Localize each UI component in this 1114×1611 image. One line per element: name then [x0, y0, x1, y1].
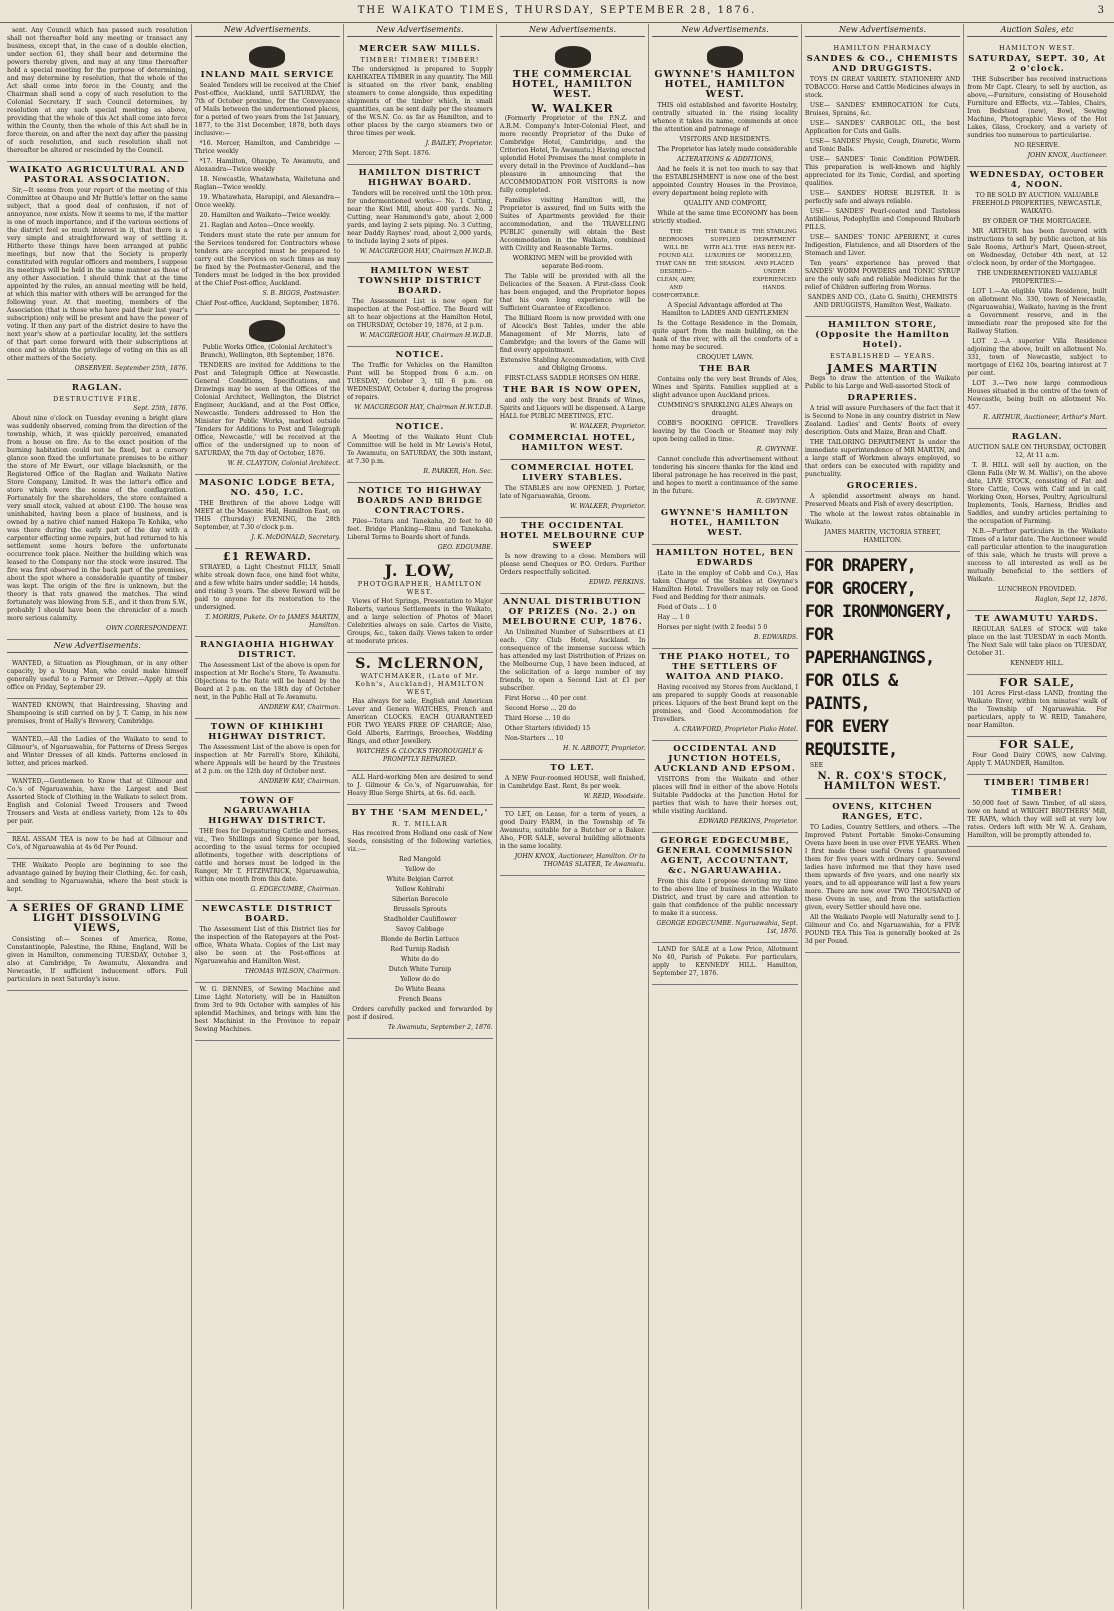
land-sale-text: LAND for SALE at a Low Price, Allotment No 40, Parish of Pukete. For particulars, apply to KENNEDY HILL. Hamilton, September 27, 1876. [652, 946, 798, 977]
occidental-junction-heading: OCCIDENTAL AND JUNCTION HOTELS, AUCKLAND AND EPSOM. [654, 744, 796, 774]
for-sale-text-2: Four Good Dairy COWS, now Calving. Apply T. MAUNDER, Hamilton. [967, 752, 1107, 767]
for-oils-paints: FOR OILS & PAINTS, [804, 671, 898, 714]
hamilton-west-text: The Assessment List is now open for inspection at the Post-office. The Board will sit to hear objections at the Hamilton Hotel, on THURSDAY, October 19, 1876, at 2 p.m. [347, 298, 493, 329]
cobb-text: COBB'S BOOKING OFFICE. Travellers leaving by the Coach or Steamer may rely upon being called in time. [652, 420, 798, 443]
lease-signature: JOHN KNOX, Auctioneer, Hamilton. Or to THOMAS SLATER, Te Awamutu. [514, 853, 646, 868]
for-drapery: FOR DRAPERY, [804, 556, 916, 576]
sandes-heading: SANDES & CO., CHEMISTS AND DRUGGISTS. [806, 54, 959, 74]
occidental-sweep-signature: EDWD. PERKINS. [589, 579, 646, 586]
edwards-text: (Late in the employ of Cobb and Co.), Has taken Charge of the Stables at Gwynne's Hamilton Hotel. Travellers may rely on Good Feed and Bedding for their animals. [652, 570, 798, 601]
bridge-notice-text: Piles—Totara and Tanekaha, 20 feet to 40 feet. Bridge Planking—Rimu and Tanekaha. Liberal Terms to Boards short of funds. [347, 518, 493, 541]
gwynnes-text-3: And he feels it is not too much to say that the ESTABLISHMENT is now one of the best appointed Country Houses in the Province, every department being replete with [652, 166, 798, 197]
luncheon-label: LUNCHEON PROVIDED. [997, 586, 1077, 593]
mclernon-text: Has always for sale, English and American Lever and Genera WATCHES, French and American CLOCKS. EACH GUARANTEED FOR TWO YEARS FREE OF CHARGE; Also, Gold Alberts, Earrings, Brooches, Wedding Rings, and other Jewellery. [347, 698, 493, 745]
letter-text: Sir,—It seems from your report of the meeting of this Committee at Ohaupo and Mr Buttle's letter on the same subject, that a good deal of confusion, if not of annoyance, now exists. Now it seems to me, if the matter is one of much importance, and if the various sections of the district feel so much interest in it, that there is a very simple and straightforward way of settling it. Hitherto these things have been arranged at public meetings, but now that the Society is properly constituted with regular officers and members, I suppose its meetings will be held in the same manner as those of any other Association. I should think that at the time appointed by the rules, an annual meeting will be held, at which this matter with others will be arranged for the following year. At that meeting, members of the Association (that is those who have paid their last year's subscription) only will be present and have the power of voting. If then any part of the district desire to have the next year's show at a particular locality, let the settlers of that part come forward with their subscriptions at once and so obtain the privilege of voting on this as all other matters of the Society. [7, 187, 188, 362]
millar-date: Te Awamutu, September 2, 1876. [388, 1024, 493, 1031]
ad-waikato-people: THE Waikato People are beginning to see the advantage gained by buying their Clothing, &c. for cash, and sending to Ngaruawahia, where the best stock is kept. [7, 862, 188, 893]
use-5: USE— SANDES' HORSE BLISTER. It is perfectly safe and always reliable. [804, 190, 961, 205]
mail-route-4: 19. Whatawhata, Harapipi, and Alexandra—Once weekly. [194, 194, 341, 209]
billiard-text: The Billiard Room is now provided with one of Alcock's Best Tables, under the able Management of Mr Morris, late of Cambridge; and the lovers of the Game will find every appointment. [499, 315, 646, 354]
series-text: Consisting of:— Scenes of America, Rome, Constantinople, Palestine, the Rhine, England, Will be given in Hamilton, commencing TUESDAY, October 3, also at Cambridge, Te Awamutu, Alexandra and Newcastle, If sufficient inducement offers. Full particulars in next Saturday's issue. [7, 936, 188, 983]
column-3 [344, 24, 497, 1609]
column-3-heading: New Advertisements. [347, 24, 493, 37]
occidental-junction-text: VISITORS from the Waikato and other places will find in either of the above Hotels Suitable Paddocks at the Junction Hotel for parties that wish to have their horses out, while visiting Auckland. [652, 776, 798, 815]
cox-stock-heading: N. R. COX'S STOCK, HAMILTON WEST. [817, 771, 948, 792]
low-subheading: PHOTOGRAPHER, HAMILTON WEST. [357, 580, 483, 596]
letter-signature: OBSERVER. September 25th, 1876. [74, 365, 188, 372]
gwynne-thanks: Cannot conclude this advertisement without tendering his sincere thanks for the kind and liberal patronage he has received in the past, and hopes to merit a continuance of the same in the future. [652, 456, 798, 495]
mail-service-signature: S. B. BIGGS, Postmaster. [262, 290, 341, 297]
lot-3: LOT 3.—Two new large commodious Houses situated in the centre of the town of Newcastle, being built on allotment No. 457. [967, 380, 1107, 411]
use-2: USE— SANDES' CARBOLIC OIL, the best Application for Cuts and Galls. [804, 120, 961, 135]
commercial-hotel-heading: THE COMMERCIAL HOTEL, HAMILTON WEST. [511, 69, 634, 100]
feed-3: Horses per night (with 2 feeds) 5 0 [657, 624, 768, 631]
raglan-auction-place: Raglan, Sept 12, 1876. [1035, 596, 1107, 603]
gwynnes-alterations: ALTERATIONS & ADDITIONS, [677, 156, 774, 163]
millar-tail: Orders carefully packed and forwarded by post if desired. [347, 1006, 493, 1021]
pharmacy-heading: HAMILTON PHARMACY [833, 44, 932, 52]
james-martin-signature: JAMES MARTIN, VICTORIA STREET, HAMILTON. [824, 529, 941, 544]
ngaruawahia-signature: G. EDGECUMBE, Chairman. [250, 886, 341, 893]
mail-route-6: 21. Raglan and Aotea—Once weekly. [199, 222, 315, 229]
column-4-heading: New Advertisements. [500, 24, 646, 37]
ad-wanted-ladies: WANTED,—All the Ladies of the Waikato to send to Gilmour's, of Ngaruawahia, for Patterns of Dress Serges and Winter Dresses of all kinds. Patterns enclosed in letter, and prices marked. [7, 736, 188, 767]
ovens-heading: OVENS, KITCHEN RANGES, ETC. [832, 802, 933, 822]
mail-route-5: 20. Hamilton and Waikato—Twice weekly. [199, 212, 331, 219]
gwynnes-heading: GWYNNE'S HAMILTON HOTEL, HAMILTON WEST. [654, 69, 796, 100]
use-3: USE— SANDES' Physic, Cough, Diuretic, Worm and Tonic Balls. [804, 138, 961, 153]
edgecumbe-heading: GEORGE EDGECUMBE, GENERAL COMMISSION AGENT, ACCOUNTANT, &c. NGARUAWAHIA. [656, 836, 794, 876]
piako-text: Having received my Stores from Auckland, I am prepared to supply Goods at reasonable prices. Liquors of the best Brand kept on the premises, and Good Accommodation for Travellers. [652, 684, 798, 723]
annual-distribution-text: An Unlimited Number of Subscribers at £1 each. City Club Hotel, Auckland. In consequence of the immense success which has attended my last Distribution of Prizes on the Melbourne Cup, I have been induced, at the solicitation of a large number of my friends, to open a Second List at £1 per subscriber. [499, 629, 646, 692]
newcastle-signature: THOMAS WILSON, Chairman. [244, 968, 341, 975]
for-sale-text-1: 101 Acres First-class LAND, fronting the Waikato River, within ten minutes' walk of the Township of Ngaruawahia. For particulars, apply to W. REID, Tamahere, near Hamilton. [967, 690, 1107, 729]
edwards-heading: HAMILTON HOTEL, BEN EDWARDS [655, 548, 795, 568]
hamilton-store-established: ESTABLISHED — YEARS. [829, 352, 936, 360]
prize-1: First Horse ... 40 per cent [504, 695, 587, 702]
ad-wanted-known: WANTED KNOWN, that Hairdressing, Shaving and Shampooing is still carried on by J. T. Camp, in his new premises, front of Hally's Brewery, Cambridge. [7, 702, 188, 725]
sandes-text: TOYS IN GREAT VARIETY. STATIONERY AND TOBACCO. Horse and Cattle Medicines always in stock. [804, 76, 961, 99]
raglan-auction-text-2: N.B.—Further particulars in the Waikato Times of a later date. The Auctioneer would call particular attention to the inauguration of this sale, which he trusts will prove a success to all interested as well as be mutually beneficial to the settlers of Waikato. [967, 528, 1107, 583]
newcastle-heading: NEWCASTLE DISTRICT BOARD. [201, 904, 333, 924]
millar-heading: BY THE 'SAM MENDEL,' [351, 808, 489, 818]
column-7 [964, 24, 1110, 1609]
seed-2: Yellow do [405, 866, 435, 873]
bar-text: Contains only the very best Brands of Ales, Wines and Spirits. Families supplied at a slight advance upon Auckland prices. [652, 376, 798, 399]
hamilton-west-signature: W. MACGREGOR HAY, Chairman H.W.D.B. [359, 332, 493, 339]
newcastle-text: The Assessment List of this District lies for the inspection of the Ratepayers at the Post-office, Whata Whata. Copies of the List may also be seen at the Post-offices at Ngaruawahia and Hamilton West. [194, 926, 341, 965]
mail-service-heading: INLAND MAIL SERVICE [200, 70, 335, 80]
works-signature: W. H. CLAYTON, Colonial Architect. [227, 460, 341, 467]
lodge-signature: J. K. McDONALD, Secretary. [251, 534, 341, 541]
for-sale-heading-2: FOR SALE, [999, 738, 1075, 751]
hamilton-store-heading: HAMILTON STORE, (Opposite the Hamilton Hotel). [815, 320, 950, 350]
bar-open-signature: W. WALKER, Proprietor. [569, 423, 646, 430]
ad-wanted-situation: WANTED, a Situation as Ploughman, or in any other capacity, by a Young Man, who could make himself generally useful to a Farmer or Driver.—Apply at this office on Friday, September 29. [7, 660, 188, 691]
no-reserve-label: NO RESERVE. [1014, 142, 1060, 149]
page-number: 3 [1097, 5, 1106, 16]
edgecumbe-signature: GEORGE EDGECUMBE. Ngaruawahia, Sept. 1st, 1876. [656, 920, 798, 935]
gwynnes-visitors: VISITORS AND RESIDENTS. [679, 136, 771, 143]
for-ironmongery: FOR IRONMONGERY, [804, 602, 953, 622]
punt-notice-heading: NOTICE. [395, 350, 445, 360]
column-7-heading: Auction Sales, etc [967, 24, 1107, 37]
seed-5: Siberian Borecole [391, 896, 449, 903]
gwynnes-heading-2: GWYNNE'S HAMILTON HOTEL, HAMILTON WEST. [660, 508, 790, 538]
gwynnes-quality: QUALITY AND COMFORT, [683, 200, 767, 207]
letter-heading: WAIKATO AGRICULTURAL AND PASTORAL ASSOCIATION. [9, 165, 186, 185]
rangiaohia-signature: ANDREW KAY, Chairman. [259, 704, 341, 711]
walker-text-2: Families visiting Hamilton will, the Proprietor is assured, find on Suits with the Suites of Apartments provided for their accommodation, and the TRAVELLING PUBLIC generally will obtain the Best Accommodation in the Waikato, combined with Civility and Reasonable Terms. [499, 197, 646, 252]
column-2-heading: New Advertisements. [195, 24, 341, 37]
hunt-notice-signature: R. PARKER, Hon. Sec. [423, 468, 493, 475]
ladies-text: Is the Cottage Residence in the Domain, quite apart from the main building, on the bank of the river, with all the comforts of a home may be secured. [652, 320, 798, 351]
column-2 [192, 24, 345, 1609]
seed-12: Dutch White Turnip [388, 966, 452, 973]
stabling-text: Extensive Stabling Accommodation, with Civil and Obliging Grooms. [500, 357, 645, 372]
ad-wanted-gentlemen: WANTED,—Gentlemen to Know that at Gilmour and Co.'s of Ngaruawahia, have the Largest and Best Assorted Stock of Clothing in the Waikato to select from. English and Colonial Tweed Trousers and Tweed Trousers and Vests at endless variety, from 12s to 40s per pair. [7, 778, 188, 825]
working-men-text: WORKING MEN will be provided with separate Bed-room. [512, 255, 633, 270]
works-heading: Public Works Office, (Colonial Architect's Branch), Wellington, 8th September, 1876. [200, 344, 335, 359]
seed-6: Brussels Sprouts [393, 906, 447, 913]
ngaruawahia-heading: TOWN OF NGARUAWAHIA HIGHWAY DISTRICT. [208, 796, 327, 826]
use-7: USE— SANDES' TONIC APERIENT, it cures Indigestion, Flatulence, and all Disorders of the Stomach and Liver. [804, 234, 961, 257]
feature-table: THE TABLE IS SUPPLIED WITH ALL THE LUXURIES OF THE SEASON. [703, 229, 748, 267]
to-let-text: A NEW Four-roomed HOUSE, well finished, in Cambridge East. Rent, 8s per week. [499, 775, 646, 790]
bar-heading: THE BAR [699, 364, 751, 374]
reward-signature: T. MORRIS, Pukete. Or to JAMES MARTIN, Hamilton. [205, 614, 341, 629]
gwynnes-text: THIS old established and favorite Hostelry, centrally situated in the rising locality whence it takes its name, commends at once the attention and patronage of [652, 102, 798, 133]
ladies-heading: A Special Advantage afforded at The Hamilton to LADIES AND GENTLEMEN [661, 302, 789, 317]
annual-distribution-signature: H. N. ABBOTT, Proprietor. [563, 745, 646, 752]
works-text: TENDERS are invited for Additions to the Post and Telegraph Office at Newcastle. General Conditions, Specifications, and Drawings may be seen at the Offices of the Colonial Architect, Wellington, the District Engineer, Auckland, and at the Post Office, Newcastle. Tenders addressed to Hon the Minister for Public Works, marked outside 'Tenders for Additions to Post and Telegraph Office, Newcastle,' will be received at the office of the undersigned up to noon of SATURDAY, the 7th day of October, 1876. [194, 362, 341, 457]
seed-1: Red Mangold [398, 856, 441, 863]
feature-stabling: THE STABLING DEPARTMENT HAS BEEN RE-MODELLED, AND PLACED UNDER EXPERIENCED HANDS. [752, 229, 797, 291]
sale-location: HAMILTON WEST. [999, 44, 1076, 52]
mercer-text: The undersigned is prepared to Supply KAHIKATEA TIMBER in any quantity. The Mill is situated on the river bank, enabling steamers to come alongside, thus expediting shipments of the timber which, in small quantities, can be sent daily per the steamers of the W.S.N. Co. as far as Hamilton, and to other places by the cargo steamers two or three times per week. [347, 66, 493, 137]
lodge-text: THE Brethren of the above Lodge will MEET at the Masonic Hall, Hamilton East, on THIS (Thursday) EVENING, the 28th September, at 7.30 o'clock p.m. [194, 500, 341, 531]
hotel-crest-icon [707, 46, 743, 68]
see-label: SEE [809, 762, 824, 769]
occidental-junction-signature: EDWARD PERKINS, Proprietor. [698, 818, 798, 825]
kihikihi-heading: TOWN OF KIHIKIHI HIGHWAY DISTRICT. [208, 722, 327, 742]
seed-15: French Beans [398, 996, 442, 1003]
james-martin-text-3: The whole at the lowest rates obtainable in Waikato. [804, 511, 961, 526]
edwards-signature: B. EDWARDS. [753, 634, 798, 641]
mclernon-heading: S. McLERNON, [355, 656, 485, 672]
punt-notice-signature: W. MACGREGOR HAY, Chairman H.W.T.D.B. [354, 404, 493, 411]
lease-text: TO LET, on Lease, for a term of years, a good Dairy FARM, in the Township of Te Awamutu, suitable for a Butcher or a Baker. Also, FOR SALE, several building allotments in the same locality. [499, 811, 646, 850]
ad-assam-tea: REAL ASSAM TEA is now to be had at Gilmour and Co's, of Ngaruawahia at 4s 6d Per Pound. [7, 836, 188, 851]
livery-signature: W. WALKER, Proprietor. [569, 503, 646, 510]
seed-14: Do White Beans [394, 986, 446, 993]
hamilton-west-heading: HAMILTON WEST TOWNSHIP DISTRICT BOARD. [358, 266, 482, 296]
millar-subheading: R. T. MILLAR [391, 820, 448, 828]
raglan-signature: OWN CORRESPONDENT. [106, 625, 188, 632]
arthur-text: MR ARTHUR has been favoured with instructions to sell by public auction, at his Sale Rooms, Arthur's Mart, Queen-street, on Wednesday, October 4th next, at 12 o'clock noon, by order of the Mortgagee. [967, 228, 1107, 267]
prize-3: Third Horse ... 10 do [504, 715, 570, 722]
dennes-text: W. G. DENNES, of Sewing Machine and Lime Light Notoriety, will be in Hamilton from 3rd to 9th October with samples of his splendid Machines, and brings with him the best Machinist in the Province to repair Sewing Machines. [194, 986, 341, 1033]
mclernon-repairs: WATCHES & CLOCKS THOROUGHLY & PROMPTLY REPAIRED. [356, 748, 484, 763]
table-text: The Table will be provided with all the Delicacies of the Season. A First-class Cook has been engaged, and the Proprietor hopes that his own long experience will be Sufficient Guarantee of Excellence. [499, 273, 646, 312]
mail-route-3: 18. Newcastle, Whatawhata, Waitetuna and Raglan—Twice weekly. [194, 176, 341, 191]
prize-4: Other Starters (divided) 15 [504, 725, 591, 732]
raglan-report: About nine o'clock on Tuesday evening a bright glare was suddenly observed, coming from the direction of the township, which, it was quickly perceived, emanated from a house on fire. As to the exact position of the burning habitation could not be fixed, but a cursory glance soon fixed the unfortunate premises to be either the store of Mr Ewart, our village blacksmith, or the Registered Office of the Raglan and Waikato Native Store Company, Limited. It was the latter's office and store which were the scene of the conflagration. Fortunately for the shareholders, the store contained a very small stock, valued at about £100. The house was uninhabited, having been a place of business, and is owned by a native chief named Hakopa Te Kohika, who was there during the early part of the day with a carpenter effecting some repairs, but had returned to his settlement some hours before the unfortunate occurrence took place. Neither the building which was leased to the Company nor the stock were insured. The fire was first observed in the back part of the premises, about the spot where a considerable quantity of timber was kept. The origin of the fire is unknown, but the theory is that rats gnawed the matches. The wind fortunately was blowing from S.E., and it then from S.W., probably I should have been the chronicler of a much more serious calamity. [7, 415, 188, 622]
hunt-notice-heading: NOTICE. [395, 422, 445, 432]
gwynne-signature-2: R. GWYNNE. [756, 498, 798, 505]
livery-heading: COMMERCIAL HOTEL LIVERY STABLES. [511, 463, 635, 483]
for-sale-heading-1: FOR SALE, [999, 676, 1075, 689]
gwynnes-text-2: The Proprietor has lately made considerable [657, 146, 798, 153]
column-4 [497, 24, 650, 1609]
lodge-heading: MASONIC LODGE BETA, NO. 450, I.C. [199, 478, 336, 498]
mail-route-2: *17. Hamilton, Ohaupo, Te Awamutu, and Alexandra—Twice weekly [194, 158, 341, 173]
new-ads-heading: New Advertisements. [7, 640, 188, 653]
sandes-signature: SANDES AND CO., (Late G. Smith), CHEMISTS AND DRUGGISTS, Hamilton West, Waikato. [807, 294, 958, 309]
bar-open-heading: THE BAR IS NOW OPEN, [503, 385, 642, 395]
use-4: USE— SANDES' Tonic Condition POWDER. This preparation is well-known and highly appreciated for its Tonic, Cordial, and sporting qualities. [804, 156, 961, 187]
mclernon-subheading: WATCHMAKER, (Late of Mr. Kohn's, Auckland), HAMILTON WEST, [355, 672, 485, 696]
low-text: Views of Hot Springs, Presentation to Major Roberts, various Settlements in the Waikato, and a large selection of Photos of Maori Celebrities always on sale. Cartes de Visite, Groups, &c., taken daily. Views taken to order at moderate prices. [347, 598, 493, 645]
ovens-text: TO Ladies, Country Settlers, and others. —The Improved Patent Portable Smoke-Consuming Ovens have been in use over FIVE YEARS. When I first made these useful Ovens I guaranteed them for five years with ordinary care. Several ladies have informed me that they have used them upwards of five years, and one nearly six years, and to all appearance will last a few years more. There are now over TWO THOUSAND of these Ovens in use, and from the satisfaction given, every Settler should have one. [804, 824, 961, 911]
groceries-text: A splendid assortment always on hand. Preserved Meats and Fish of every description. [804, 493, 961, 508]
arthur-signature: R. ARTHUR, Auctioneer, Arthur's Mart. [983, 414, 1107, 421]
occidental-sweep-text: Is now drawing to a close. Members will please send Cheques or P.O. Orders. Further Orders respectfully solicited. [499, 553, 646, 576]
mortgagee-label: BY ORDER OF THE MORTGAGEE. [982, 218, 1092, 225]
punt-notice-text: The Traffic for Vehicles on the Hamilton Punt will be Stopped from 6 a.m. on TUESDAY, October 3, till 6 p.m. on WEDNESDAY, October 4, during the progress of repairs. [347, 362, 493, 401]
feed-2: Hay ... 1 0 [657, 614, 690, 621]
seed-11: White do do [401, 956, 439, 963]
james-martin-text-2: A trial will assure Purchasers of the fact that it is Second to None in any country district in New Zealand. Ladies' and Gents' Boots of every description. Oats and Maize, Bran and Chaff. [804, 405, 961, 436]
rangiaohia-text: The Assessment List of the above is open for inspection at Mr Roche's Store, Te Awamutu. Objections to the Rate will be heard by the Board at 2 p.m. on the 18th day of October next, in the Public Hall at Te Awamutu. [194, 662, 341, 701]
reward-heading: £1 REWARD. [222, 550, 312, 563]
seed-7: Stadholder Cauliflower [383, 916, 457, 923]
piako-heading: THE PIAKO HOTEL, TO THE SETTLERS OF WAITOA AND PIAKO. [659, 652, 791, 682]
prize-2: Second Horse ... 20 do [504, 705, 577, 712]
royal-crest-icon [249, 46, 285, 68]
for-paperhangings: FOR PAPERHANGINGS, [804, 625, 935, 668]
raglan-date: Sept. 25th, 1876. [133, 405, 188, 412]
draperies-heading: DRAPERIES. [847, 393, 918, 403]
seed-10: Red Turnip Radish [390, 946, 450, 953]
kennedy-hill-signature: KENNEDY HILL. [1010, 660, 1064, 667]
raglan-auction-date: AUCTION SALE ON THURSDAY, OCTOBER 12, At 11 a.m. [968, 444, 1107, 459]
bridge-notice-signature: GEO. EDGUMBE. [437, 544, 493, 551]
hotel-emblem-icon [555, 46, 591, 68]
sandes-text-2: Ten years' experience has proved that SANDES' WORM POWDERS and TONIC SYRUP are the only safe and reliable Medicines for the relief of Children suffering from Worms. [804, 260, 961, 291]
knox-signature: JOHN KNOX, Auctioneer. [1027, 152, 1107, 159]
column-6-heading: New Advertisements. [805, 24, 960, 37]
hamilton-district-signature: W. MACGREGOR HAY, Chairman H.W.D.B. [359, 248, 493, 255]
millar-text: Has received from Holland one cask of New Seeds, consisting of the following varieties, viz.:— [347, 830, 493, 853]
saddle-text: FIRST-CLASS SADDLE HORSES ON HIRE. [504, 375, 641, 382]
to-let-signature: W. REID, Woodside. [583, 793, 646, 800]
lot-1: LOT 1.—An eligible Villa Residence, built on allotment No. 330, town of Newcastle, (Ngaruawahia), Waikato, having in the front a Government reserve, and in the immediate rear the proposed site for the Railway Station. [967, 288, 1107, 335]
feature-bedrooms: THE BEDROOMS WILL BE FOUND ALL THAT CAN BE DESIRED—CLEAN, AIRY, AND COMFORTABLE. [652, 229, 700, 299]
seed-13: Yellow do do [400, 976, 440, 983]
groceries-heading: GROCERIES. [846, 481, 919, 491]
to-let-heading: TO LET. [550, 763, 595, 773]
bar-open-text: and only the very best Brands of Wines, Spirits and Liquors will be dispensed. A Large HALL for PUBLIC MEETINGS, ETC. [499, 397, 646, 420]
walker-text: (Formerly Proprietor of the P.N.Z. and A.R.M. Company's Inter-Colonial Fleet, and more recently Proprietor of the Duke of Cambridge Hotel, Cambridge, and the Criterion Hotel, Te Awamutu.) Having erected splendid Hotel Premises the most complete in every detail in the Province of Auckland—has pleasure in announcing that the ACCOMMODATION FOR VISITORS is now fully completed. [499, 115, 646, 194]
raglan-auction-text: T. B. HILL will sell by auction, on the Glenn Falls (Mr W. M. Wallis'), on the above date, LIVE STOCK, consisting of Fat and Store Cattle, Cows with Calf and in calf, Working Oxen, Horses, Poultry, Agricultural Implements, Tools, Harness, Bridles and Saddles, and sundry articles pertaining to the occupation of Farming. [967, 462, 1107, 525]
walker-heading: W. WALKER [531, 102, 614, 115]
seed-4: Yellow Kohlrabi [395, 886, 445, 893]
rangiaohia-heading: RANGIAOHIA HIGHWAY DISTRICT. [199, 640, 335, 660]
prize-5: Non-Starters ... 10 [504, 735, 564, 742]
gwynne-signature: R. GWYNNE. [756, 446, 798, 453]
commercial-hotel-heading-2: COMMERCIAL HOTEL, HAMILTON WEST. [509, 433, 637, 453]
mercer-subheading: TIMBER! TIMBER! TIMBER! [360, 56, 480, 64]
hamilton-district-text: Tenders will be received until the 10th prox. for undermentioned works:— No. 1 Cutting, near the Kiwi Mill, about 400 yards. No. 2 Cutting, near Hammond's gate, about 2,000 yards, and laying 2 sets piping. No. 3 Cutting, near Daddy Raynes' road, about 2,000 yards, to include laying 2 sets of pipes. [347, 190, 493, 245]
royal-crest-icon-2 [249, 320, 285, 342]
column-1 [4, 24, 192, 1609]
raglan-subheading: DESTRUCTIVE FIRE. [53, 395, 142, 403]
hamilton-district-heading: HAMILTON DISTRICT HIGHWAY BOARD. [358, 168, 482, 188]
occidental-sweep-heading: THE OCCIDENTAL HOTEL MELBOURNE CUP SWEEP [500, 521, 646, 551]
column-6 [802, 24, 964, 1609]
te-awamutu-yards-heading: TE AWAMUTU YARDS. [975, 614, 1099, 624]
lot-2: LOT 2.—A superior Villa Residence adjoining the above, built on allotment No. 331, town of Newcastle, subject to mortgage of £162 10s, bearing interest at 7 per cent. [967, 338, 1107, 377]
bridge-notice-heading: NOTICE TO HIGHWAY BOARDS AND BRIDGE CONTRACTORS. [356, 486, 483, 516]
te-awamutu-yards-text: REGULAR SALES of STOCK will take place on the last TUESDAY in each Month. The Next Sale will take place on TUESDAY, October 31. [967, 626, 1107, 657]
reward-text: STRAYED, a Light Chestnut FILLY, Small white streak down face, one hind foot white, and a few white hairs under saddle; 14 hands, and rising 3 years. The above Reward will be paid to anyone for its restoration to the undersigned. [194, 564, 341, 611]
kihikihi-signature: ANDREW KAY, Chairman. [259, 778, 341, 785]
seed-8: Savoy Cabbage [395, 926, 445, 933]
mercer-heading: MERCER SAW MILLS. [358, 44, 482, 54]
masthead [0, 0, 1114, 23]
livery-text: The STABLES are now OPENED. J. Porter, late of Ngaruawahia, Groom. [499, 485, 646, 500]
piako-signature: A. CRAWFORD, Proprietor Piako Hotel. [673, 726, 798, 733]
column-5 [649, 24, 802, 1609]
wednesday-date: WEDNESDAY, OCTOBER 4, NOON. [969, 170, 1105, 190]
intro-text: sent. Any Council which has passed such resolution shall not thereafter hold any meeting or transact any business, except that, in the case of a double election, under section 61, they shall hear and determine the powers thereby given, and may at any time thereafter hold a special meeting for the purpose of determining, and may determine by resolution, that the whole of the Act shall come into force in the County, and the Chairman shall send a copy of such resolution to the Colonial Secretary. If such Council determines, by resolution at any such special meeting as above, providing that the whole of this Act shall come into force within the County, then the whole of this Act shall be in force therein, on and after the next day after the passing of such resolution, and such resolution shall not thereafter be altered or rescinded by the Council. [7, 27, 188, 154]
gilmour-shirts-text: ALL Hard-working Men are desired to send to J. Gilmour & Co.'s, of Ngaruawahia, for Heavy Blue Serge Shirts, at 6s. 6d. each. [347, 774, 493, 797]
series-heading: A SERIES OF GRAND LIME LIGHT DISSOLVING VIEWS, [9, 903, 185, 934]
james-martin-text: Begs to draw the attention of the Waikato Public to his Large and Well-assorted Stock of [804, 375, 961, 390]
hunt-notice-text: A Meeting of the Waikato Hunt Club Committee will be held in Mr Lewis's Hotel, Te Awamutu, on SATURDAY, the 30th instant, at 7.30 p.m. [347, 434, 493, 465]
mail-service-place: Chief Post-office, Auckland, September, 1876. [195, 300, 340, 307]
properties-heading: THE UNDERMENTIONED VALUABLE PROPERTIES:— [976, 270, 1098, 285]
gwynnes-text-4: While at the same time ECONOMY has been strictly studied. [652, 210, 798, 225]
sale-date: SATURDAY, SEPT. 30, At 2 o'clock. [968, 54, 1106, 74]
masthead-title: THE WAIKATO TIMES, THURSDAY, SEPTEMBER 28, 1876. [357, 5, 757, 16]
use-1: USE— SANDES' EMBROCATION for Cuts, Bruises, Sprains, &c. [804, 102, 961, 117]
low-heading: J. LOW, [384, 561, 456, 580]
wednesday-text: TO BE SOLD BY AUCTION. VALUABLE FREEHOLD PROPERTIES, NEWCASTLE, WAIKATO. [972, 192, 1103, 215]
mail-service-text: Sealed Tenders will be received at the Chief Post-office, Auckland, until SATURDAY, the 7th of October proximo, for the Conveyance of Mails between the undermentioned places, for a period of two years from the 1st January, 1877, to the 31st December, 1878, both days inclusive:— [194, 82, 341, 137]
mail-route-1: *16. Mercer, Hamilton, and Cambridge — Thrice weekly [194, 140, 341, 155]
timber-text: 50,000 feet of Sawn Timber, of all sizes, now on hand at WRIGHT BROTHERS' Mill, TE RAPA, which they will sell at very low rates. Orders left with Mr W. A. Graham, Hamilton, will be promptly attended to. [967, 800, 1107, 839]
raglan-auction-heading: RAGLAN. [1011, 432, 1063, 442]
use-6: USE— SANDES' Pearl-coated and Tasteless Antibilious, Podophyllin and Compound Rhubarb PILLS. [804, 208, 961, 231]
sale-text: THE Subscriber has received instructions from Mr Capt. Cleary, to sell by auction, as above,—Furniture, consisting of Household Furniture and Effects, viz.—Tables, Chairs, Iron Bedstead (new), Bowl, Sewing Machine, Photographic Views of the Hot Lakes, Glass, Crockery, and a variety of sundries too numerous to particularise. [967, 76, 1107, 139]
gwynnes-features [652, 228, 798, 302]
kihikihi-text: The Assessment List of the above is open for inspection at Mr Farrell's Store, Kihikihi, where Appeals will be heard by the Trustees at 2 p.m. on the 12th day of October next. [194, 744, 341, 775]
feed-1: Feed of Oats ... 1 0 [657, 604, 717, 611]
edgecumbe-text: From this date I propose devoting my time to the above line of business in the Waikato District, and trust by care and attention to gain that confidence of the public necessary to make it a success. [652, 878, 798, 917]
tailoring-text: THE TAILORING DEPARTMENT Is under the immediate superintendence of MR MARTIN, and a large staff of Workmen always employed, so that orders can be executed with rapidity and punctuality. [804, 439, 961, 478]
timber-heading: TIMBER! TIMBER! TIMBER! [983, 778, 1091, 798]
seed-3: White Belgian Carrot [386, 876, 454, 883]
mail-service-tail: Tenders must state the rate per annum for the Services tendered for. Contractors whose tenders are accepted must be prepared to carry out the Services on such times as may be fixed by the Postmaster-General, and the Tenders must be lodged in the box provided at the Chief Post-office, Auckland. [194, 232, 341, 287]
seed-9: Blonde de Berlin Lettuce [380, 936, 460, 943]
column-5-heading: New Advertisements. [652, 24, 798, 37]
ngaruawahia-text: THE fees for Depasturing Cattle and horses, viz., Two Shillings and Sixpence per head, according to the usual terms for occupied allotments, together with descriptions of cattle and horses must be lodged in the Ranger, Mr T. FITZPATRICK, Ngaruawahia, within one month from this date. [194, 828, 341, 883]
raglan-heading: RAGLAN. [71, 383, 123, 393]
annual-distribution-heading: ANNUAL DISTRIBUTION OF PRIZES (No. 2.) on MELBOURNE CUP, 1876. [502, 597, 643, 627]
cummings-text: CUMMING'S SPARKLING ALES Always on draught. [657, 402, 793, 417]
for-grocery: FOR GROCERY, [804, 579, 916, 599]
james-martin-heading: JAMES MARTIN [827, 362, 939, 375]
ovens-text-2: All the Waikato People will Naturally send to J. Gilmour and Co. and Ngaruawahia, for a FIVE POUND TEA This Tea is generally booked at 2s 3d per Pound. [804, 914, 961, 945]
mercer-signature: J. BAILEY, Proprietor. [425, 140, 493, 147]
for-every-requisite: FOR EVERY REQUISITE, [804, 717, 898, 760]
mercer-date: Mercer, 27th Sept. 1876. [352, 150, 431, 157]
croquet-lawn: CROQUET LAWN. [696, 354, 754, 361]
